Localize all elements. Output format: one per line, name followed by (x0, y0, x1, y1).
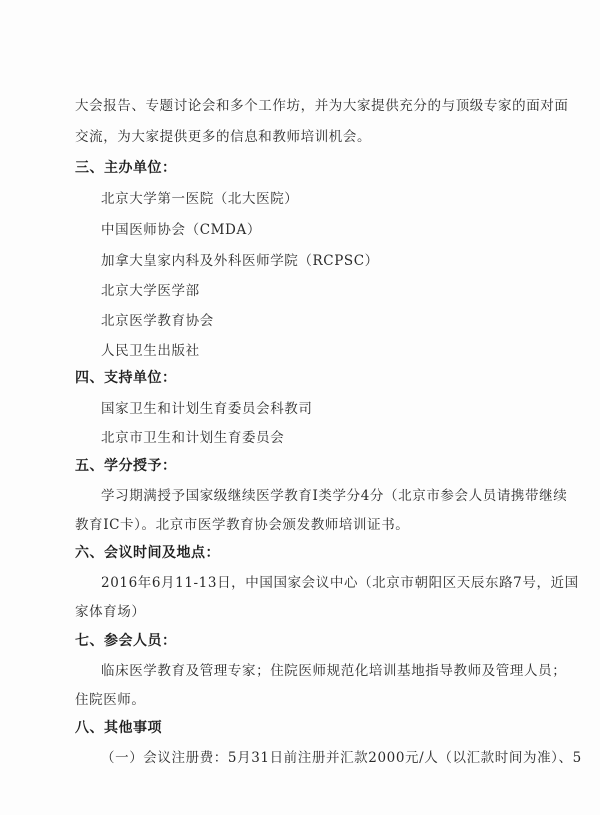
credits-heading: 五、学分授予： (75, 458, 177, 474)
supporter-item: 国家卫生和计划生育委员会科教司 (101, 401, 313, 417)
credits-line-1: 学习期满授予国家级继续医学教育I类学分4分（北京市参会人员请携带继续 (101, 488, 568, 504)
attendees-line-1: 临床医学教育及管理专家；住院医师规范化培训基地指导教师及管理人员； (101, 663, 567, 679)
other-heading: 八、其他事项 (75, 720, 162, 736)
credits-line-2: 教育IC卡）。北京市医学教育协会颁发教师培训证书。 (75, 517, 410, 533)
intro-line-2: 交流，为大家提供更多的信息和教师培训机会。 (75, 129, 372, 145)
attendees-line-2: 住院医师。 (75, 692, 146, 708)
organizer-item: 中国医师协会（CMDA） (101, 222, 261, 238)
organizer-item: 加拿大皇家内科及外科医师学院（RCPSC） (101, 253, 379, 269)
time-place-heading: 六、会议时间及地点： (75, 545, 220, 561)
organizer-item: 北京大学医学部 (101, 283, 200, 299)
organizers-heading: 三、主办单位： (75, 160, 177, 176)
organizer-item: 北京大学第一医院（北大医院） (101, 191, 299, 207)
supporters-heading: 四、支持单位： (75, 370, 177, 386)
attendees-heading: 七、参会人员： (75, 633, 177, 649)
supporter-item: 北京市卫生和计划生育委员会 (101, 430, 285, 446)
intro-line-1: 大会报告、专题讨论会和多个工作坊，并为大家提供充分的与顶级专家的面对面 (75, 98, 569, 114)
time-place-line-2: 家体育场） (75, 604, 146, 620)
organizer-item: 北京医学教育协会 (101, 313, 214, 329)
other-line-1: （一）会议注册费：5月31日前注册并汇款2000元/人（以汇款时间为准）、5 (101, 750, 582, 766)
organizer-item: 人民卫生出版社 (101, 343, 200, 359)
time-place-line-1: 2016年6月11-13日，中国国家会议中心（北京市朝阳区天辰东路7号，近国 (101, 575, 579, 591)
